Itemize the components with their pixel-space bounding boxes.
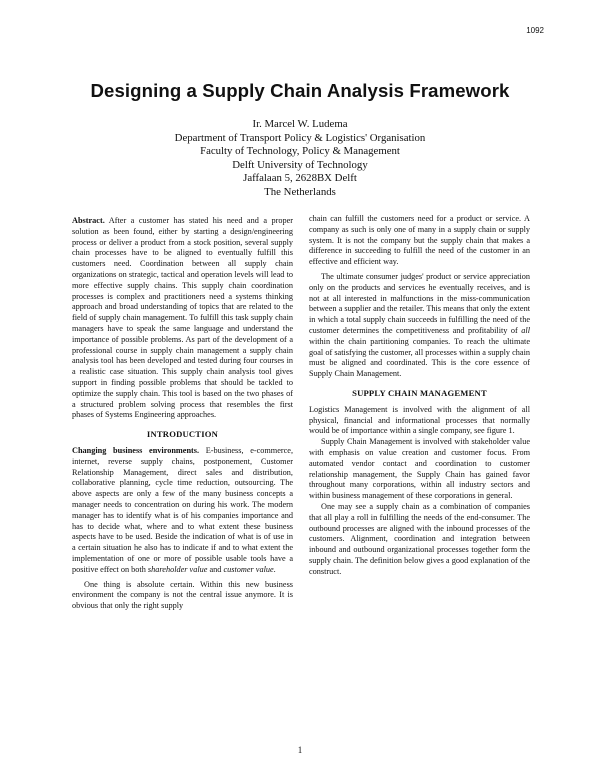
intro-lead: Changing business environments.: [72, 445, 200, 455]
affiliation-line: The Netherlands: [264, 185, 336, 198]
intro-text: and: [209, 564, 222, 574]
intro-text: within the chain partitioning companies. To reach the ultimate goal of satisfying the customer, all processes within a supply chain must be aligned and coordinated. This is the core essence of Supply Chain Management.: [309, 336, 530, 379]
intro-emphasis: shareholder value: [147, 564, 208, 574]
affiliation-line: Faculty of Technology, Policy & Management: [200, 145, 400, 158]
paper-title: Designing a Supply Chain Analysis Framework: [90, 80, 510, 101]
scm-paragraph-2: Supply Chain Management is involved with stakeholder value with emphasis on value creation and customer focus. From automated vendor contact and coordination to customer relationship management, the Supply Chain has gained favor throughout many corporations, within all industry sectors and within business management of these corporations in general.: [309, 437, 530, 501]
header-page-id: 1092: [526, 26, 544, 35]
intro-paragraph-1: [72, 446, 293, 576]
intro-emphasis: all: [521, 325, 530, 335]
author-block: [0, 118, 600, 200]
intro-paragraph-2-continued: chain can fulfill the customers need for a product or service. A company as such is only one of many in a supply chain or supply system. It is not the company but the supply chain that makes a difference in succeeding to fulfill the need of the customer in an effective and efficient way.: [309, 214, 530, 267]
affiliation-line: Jaffalaan 5, 2628BX Delft: [243, 172, 357, 185]
abstract-paragraph: [72, 216, 293, 421]
intro-text: The ultimate consumer judges' product or service appreciation only on the products and services he eventually receives, and is not at all interested in malfunctions in the miss-communication between a supplier and the retailer. This means that only the extent in which a total supply chain succeeds in fulfilling the need of the customer determines the competitiveness and profitability of: [309, 271, 530, 335]
scm-paragraph-1: Logistics Management is involved with the alignment of all physical, financial and informational processes that normally would be of importance within a single company, see figure 1.: [309, 404, 530, 436]
page-number: 1: [297, 745, 303, 755]
scm-heading: SUPPLY CHAIN MANAGEMENT: [352, 387, 487, 398]
intro-text: .: [273, 564, 276, 574]
affiliation-line: Delft University of Technology: [232, 158, 368, 171]
author-name: Ir. Marcel W. Ludema: [252, 118, 348, 130]
intro-text: E-business, e-commerce, internet, reverse supply chains, postponement, Customer Relationship Management, direct sales and distribution, collaborative planning, cycle time reduction, outsourcing. The above aspects are only a few of the many business concepts a manager needs to concentration on during his work. The modern manager has to identify what is of his companies importance and has to decide what, where and to what extent these business aspects have to be used. Beside the indication of what is of use in a certain situation he also has to indicate if and to what extent the implementation of one or more of possible usable tools have a positive effect on both: [72, 445, 294, 574]
scm-paragraph-3: One may see a supply chain as a combination of companies that all play a roll in fulfilling the needs of the end-consumer. The outbound processes are aligned with the inbound processes of the customers. Alignment, coordination and integration between inbound and outbound organizational processes together form the supply chain. The definition below gives a good explanation of the construct.: [309, 501, 530, 576]
intro-paragraph-3: [309, 272, 530, 380]
affiliation-line: Department of Transport Policy & Logistics' Organisation: [174, 131, 426, 144]
abstract-label: Abstract.: [72, 216, 105, 225]
introduction-heading: INTRODUCTION: [146, 429, 219, 440]
intro-emphasis: customer value: [223, 564, 274, 574]
abstract-text: After a customer has stated his need and a proper solution as been found, either by starting a design/engineering process or deliver a product from a stock position, several supply chain processes have to be aligned to eventually fulfill this customers need. Coordination between all supply chain organizations on strategic, tactical and operation levels will lead to more effective supply chains. This supply chain coordination processes is complex and practitioners need a systems thinking approach and broad understanding of topics that are related to the field of supply chain management. To fulfill this task supply chain managers have to speak the same language and understand the importance of possible problems. As part of the development of a professional course in supply chain management a supply chain analysis tool has been developed and tested during four courses in a realistic case situation. This supply chain analysis tool gives support in finding possible problems that should be tackled to optimize the supply chain. This tool is based on the two phases of a structured problem solving process that resembles the first phases of Systems Engineering approaches.: [72, 216, 293, 420]
right-column: [309, 214, 530, 578]
intro-paragraph-2: One thing is absolute certain. Within this new business environment the company is not the central issue anymore. It is obvious that only the right supply: [72, 579, 293, 611]
left-column: [72, 216, 293, 612]
